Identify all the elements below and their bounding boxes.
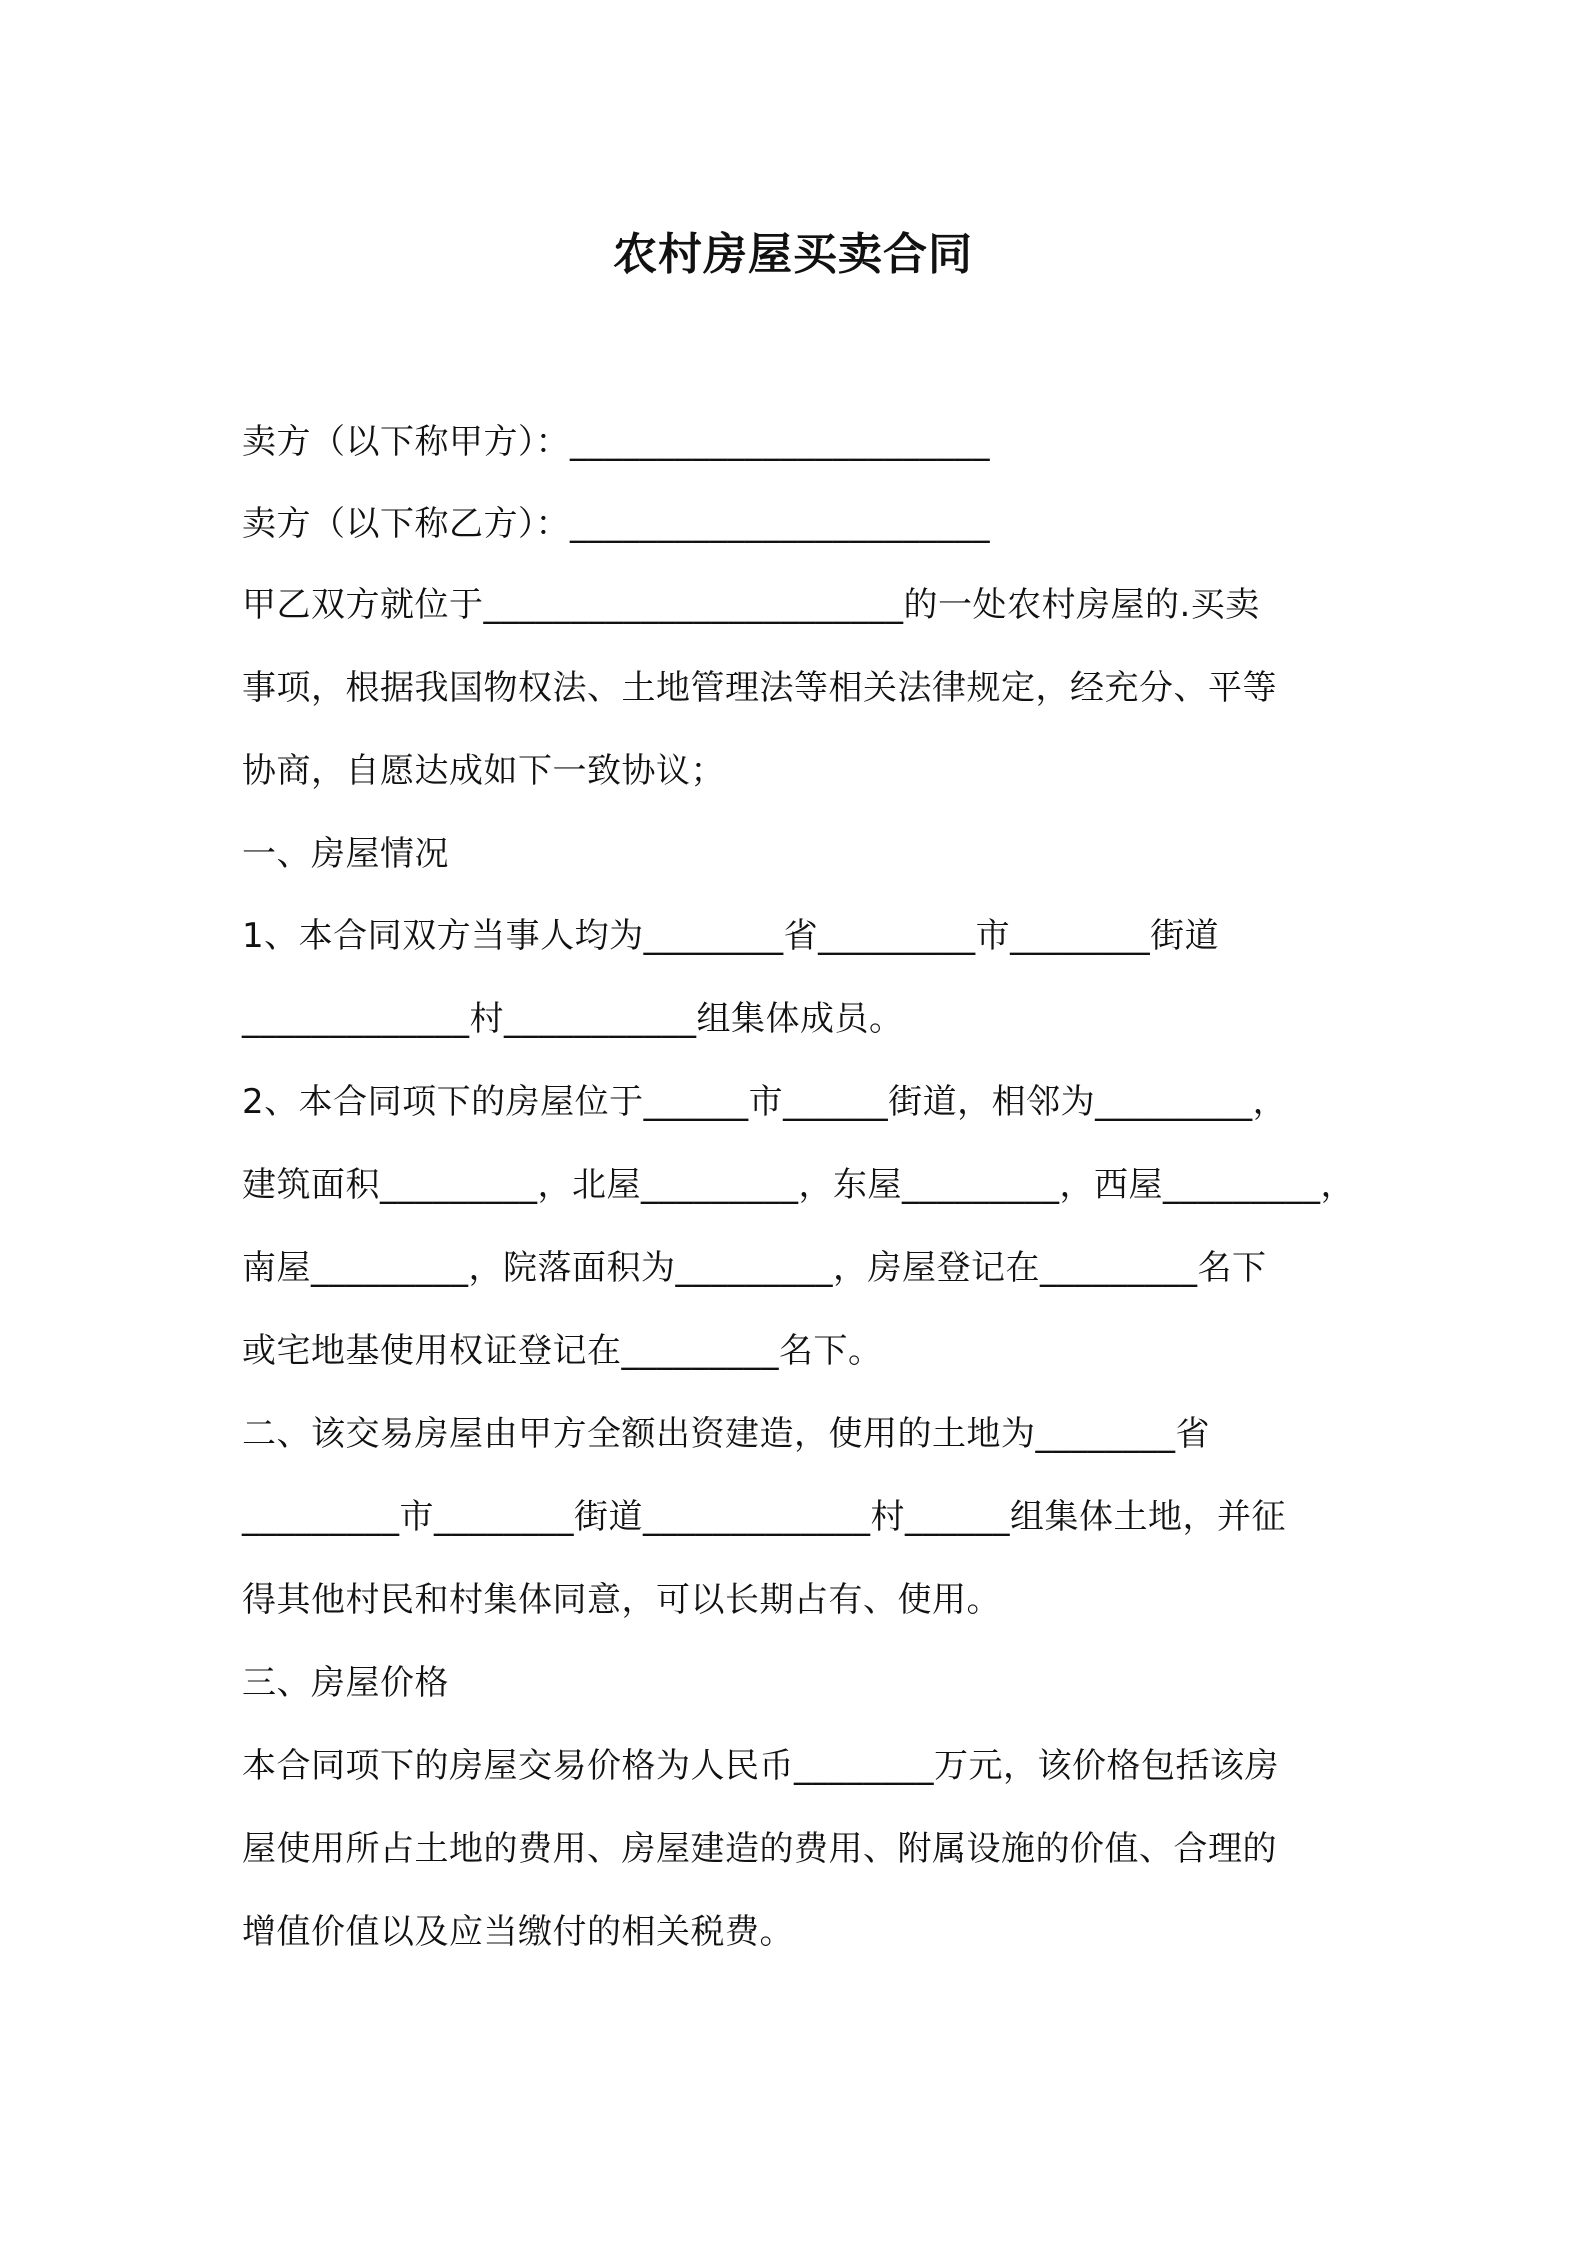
clause-line: 建筑面积_________，北屋_________，东屋_________，西屋_________，: [242, 1165, 1355, 1205]
paragraph-line: 甲乙双方就位于________________________的一处农村房屋的.买卖: [242, 585, 1260, 625]
paragraph-line: 增值价值以及应当缴付的相关税费。: [242, 1912, 794, 1952]
paragraph-line: 本合同项下的房屋交易价格为人民币________万元，该价格包括该房: [242, 1746, 1279, 1786]
seller-party-a-line: 卖方（以下称甲方）：________________________: [242, 422, 990, 462]
clause-line: _________市________街道_____________村______组集体土地，并征: [242, 1497, 1286, 1537]
seller-party-b-line: 卖方（以下称乙方）：________________________: [242, 504, 990, 544]
section-heading: 二、该交易房屋由甲方全额出资建造，使用的土地为________省: [242, 1414, 1210, 1454]
clause-line: _____________村___________组集体成员。: [242, 999, 904, 1039]
clause-line: 南屋_________，院落面积为_________，房屋登记在_________名下: [242, 1248, 1267, 1288]
clause-line: 2、本合同项下的房屋位于______市______街道，相邻为_________，: [242, 1082, 1288, 1122]
paragraph-line: 协商，自愿达成如下一致协议；: [242, 751, 725, 791]
section-heading: 一、房屋情况: [242, 834, 449, 874]
clause-line: 得其他村民和村集体同意，可以长期占有、使用。: [242, 1580, 1001, 1620]
clause-line: 或宅地基使用权证登记在_________名下。: [242, 1331, 883, 1371]
section-heading: 三、房屋价格: [242, 1663, 449, 1703]
document-title: 农村房屋买卖合同: [613, 229, 973, 280]
paragraph-line: 事项，根据我国物权法、土地管理法等相关法律规定，经充分、平等: [242, 668, 1277, 708]
paragraph-line: 屋使用所占土地的费用、房屋建造的费用、附属设施的价值、合理的: [242, 1829, 1277, 1869]
clause-line: 1、本合同双方当事人均为________省_________市________街道: [242, 916, 1220, 956]
